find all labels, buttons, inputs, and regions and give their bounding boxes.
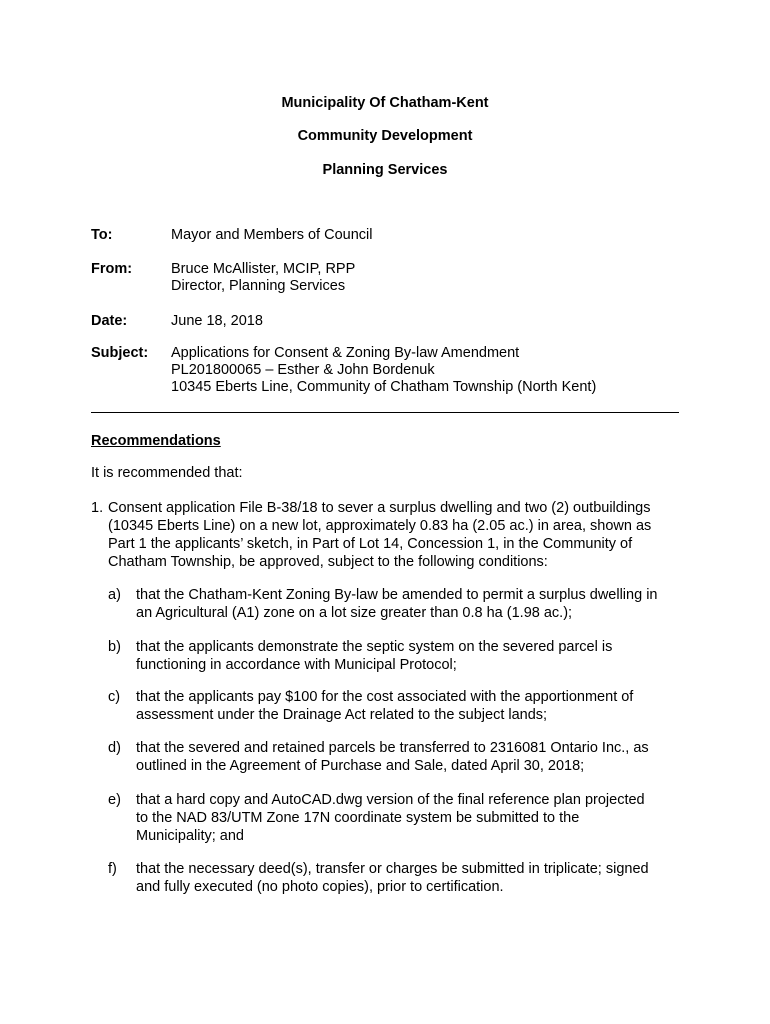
recommendation-number: 1. xyxy=(91,500,104,516)
condition-text xyxy=(136,739,649,775)
recommendation-line: Consent application File B-38/18 to sever a surplus dwelling and two (2) outbuildings xyxy=(108,500,651,516)
condition-line: that the Chatham-Kent Zoning By-law be amended to permit a surplus dwelling in xyxy=(136,587,658,603)
recommendations-heading: Recommendations xyxy=(91,433,221,449)
municipality-title: Municipality Of Chatham-Kent xyxy=(281,95,489,111)
horizontal-divider xyxy=(91,412,679,413)
condition-text xyxy=(136,638,612,674)
recommendation-line: Part 1 the applicants’ sketch, in Part of Lot 14, Concession 1, in the Community of xyxy=(108,536,633,552)
condition-line: an Agricultural (A1) zone on a lot size greater than 0.8 ha (1.98 ac.); xyxy=(136,605,573,621)
condition-line: that the applicants demonstrate the septic system on the severed parcel is xyxy=(136,639,613,655)
condition-line: functioning in accordance with Municipal Protocol; xyxy=(136,657,457,673)
recommendations-intro: It is recommended that: xyxy=(91,465,243,481)
condition-letter: a) xyxy=(108,587,121,603)
memo-subject-line: Applications for Consent & Zoning By-law Amendment xyxy=(171,345,520,361)
condition-letter: c) xyxy=(108,689,121,705)
memo-from-title: Director, Planning Services xyxy=(171,278,346,294)
condition-letter: f) xyxy=(108,861,117,877)
memo-to-label: To: xyxy=(91,227,113,243)
condition-text xyxy=(136,791,645,845)
condition-line: that a hard copy and AutoCAD.dwg version of the final reference plan projected xyxy=(136,792,645,808)
division-title: Planning Services xyxy=(322,162,448,178)
memo-subject-line: PL201800065 – Esther & John Bordenuk xyxy=(171,362,435,378)
department-title: Community Development xyxy=(297,128,473,144)
condition-line: assessment under the Drainage Act related to the subject lands; xyxy=(136,707,548,723)
condition-line: that the necessary deed(s), transfer or charges be submitted in triplicate; signed xyxy=(136,861,649,877)
memo-from-value xyxy=(171,261,691,295)
memo-subject-label: Subject: xyxy=(91,345,149,361)
condition-line: and fully executed (no photo copies), prior to certification. xyxy=(136,879,504,895)
memo-from-name: Bruce McAllister, MCIP, RPP xyxy=(171,261,356,277)
condition-line: that the severed and retained parcels be transferred to 2316081 Ontario Inc., as xyxy=(136,740,649,756)
memo-date-value: June 18, 2018 xyxy=(171,313,263,329)
memo-date-label: Date: xyxy=(91,313,128,329)
memo-from-label: From: xyxy=(91,261,133,277)
memo-subject-value xyxy=(171,345,691,396)
memo-to-value: Mayor and Members of Council xyxy=(171,227,373,243)
condition-letter: d) xyxy=(108,740,121,756)
condition-text xyxy=(136,860,649,896)
condition-line: to the NAD 83/UTM Zone 17N coordinate system be submitted to the xyxy=(136,810,580,826)
recommendation-text xyxy=(108,499,651,571)
condition-line: outlined in the Agreement of Purchase and Sale, dated April 30, 2018; xyxy=(136,758,585,774)
memo-subject-line: 10345 Eberts Line, Community of Chatham Township (North Kent) xyxy=(171,379,597,395)
condition-letter: b) xyxy=(108,639,121,655)
condition-text xyxy=(136,586,657,622)
recommendation-line: (10345 Eberts Line) on a new lot, approximately 0.83 ha (2.05 ac.) in area, shown as xyxy=(108,518,652,534)
condition-text xyxy=(136,688,633,724)
condition-letter: e) xyxy=(108,792,121,808)
condition-line: Municipality; and xyxy=(136,828,244,844)
recommendation-line: Chatham Township, be approved, subject to the following conditions: xyxy=(108,554,548,570)
condition-line: that the applicants pay $100 for the cost associated with the apportionment of xyxy=(136,689,634,705)
